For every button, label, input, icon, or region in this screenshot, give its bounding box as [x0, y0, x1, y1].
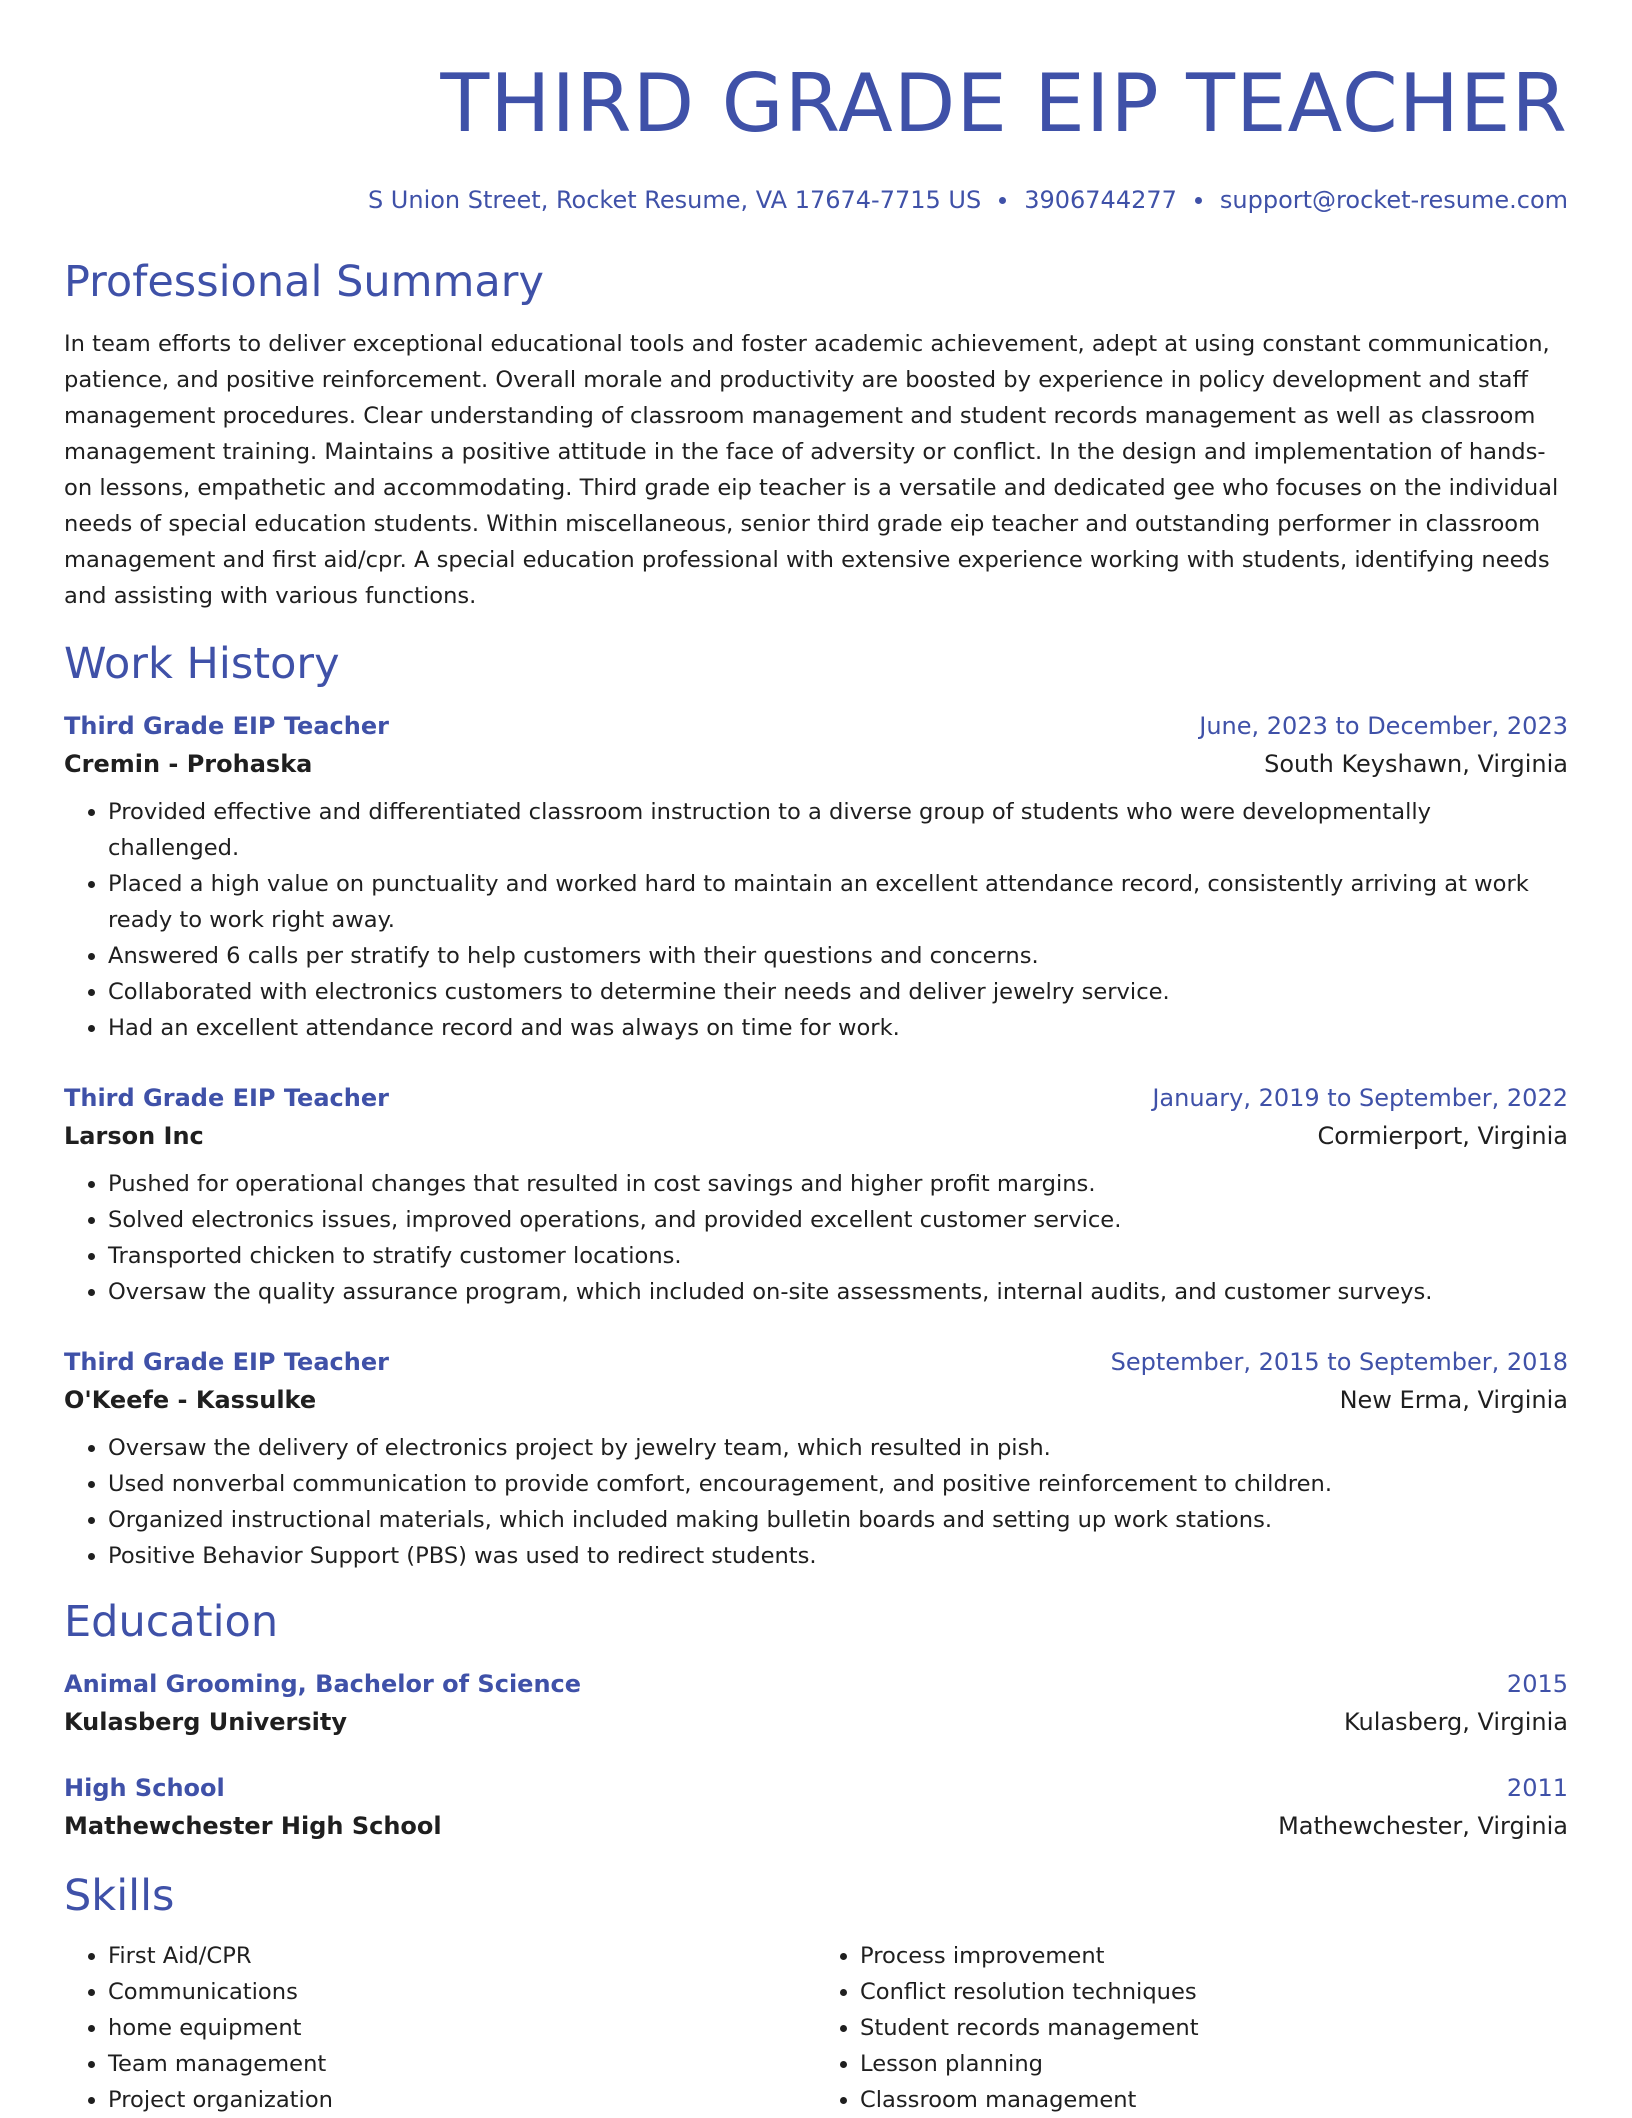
education-entry	[64, 1666, 1568, 1742]
job-entry	[64, 1080, 1568, 1310]
separator-dot-icon	[999, 197, 1006, 204]
section-title-skills: Skills	[64, 1871, 175, 1921]
separator-dot-icon	[1195, 197, 1202, 204]
job-dates: June, 2023 to December, 2023	[1199, 712, 1568, 740]
skill-item: • home equipment	[108, 2010, 816, 2046]
job-role: Third Grade EIP Teacher	[64, 1084, 389, 1112]
job-bullet: • Had an excellent attendance record and was always on time for work.	[108, 1010, 1568, 1046]
skill-item: • Team management	[108, 2046, 816, 2082]
job-company: Larson Inc	[64, 1122, 204, 1150]
skill-item: • Conflict resolution techniques	[860, 1974, 1568, 2010]
job-bullet: • Positive Behavior Support (PBS) was used to redirect students.	[108, 1538, 1568, 1574]
job-bullet: • Oversaw the quality assurance program, which included on-site assessments, internal audits, and customer surveys.	[108, 1274, 1568, 1310]
job-entry	[64, 708, 1568, 1046]
skill-item: • Classroom management	[860, 2082, 1568, 2118]
job-bullet: • Used nonverbal communication to provide comfort, encouragement, and positive reinforcement to children.	[108, 1466, 1568, 1502]
education-year: 2011	[1506, 1774, 1568, 1802]
job-company: Cremin - Prohaska	[64, 750, 313, 778]
job-bullet: • Provided effective and differentiated classroom instruction to a diverse group of students who were developmentally challenged.	[108, 794, 1568, 866]
education-degree: High School	[64, 1774, 225, 1802]
job-bullet: • Answered 6 calls per stratify to help customers with their questions and concerns.	[108, 938, 1568, 974]
job-dates: January, 2019 to September, 2022	[1152, 1084, 1568, 1112]
job-bullet: • Oversaw the delivery of electronics project by jewelry team, which resulted in pish.	[108, 1430, 1568, 1466]
education-school: Kulasberg University	[64, 1708, 347, 1736]
job-bullet: • Pushed for operational changes that resulted in cost savings and higher profit margins.	[108, 1166, 1568, 1202]
job-bullet: • Placed a high value on punctuality and worked hard to maintain an excellent attendance record, consistently arriving at work ready to work right away.	[108, 866, 1568, 938]
skill-item: • Process improvement	[860, 1938, 1568, 1974]
job-location: New Erma, Virginia	[1339, 1386, 1568, 1414]
contact-email: support@rocket-resume.com	[1219, 186, 1568, 214]
contact-address: S Union Street, Rocket Resume, VA 17674-7715 US	[367, 186, 982, 214]
education-year: 2015	[1506, 1670, 1568, 1698]
job-role: Third Grade EIP Teacher	[64, 712, 389, 740]
candidate-name: THIRD GRADE EIP TEACHER	[440, 57, 1568, 150]
skill-item: • First Aid/CPR	[108, 1938, 816, 1974]
skill-item: • Student records management	[860, 2010, 1568, 2046]
skill-item: • Lesson planning	[860, 2046, 1568, 2082]
job-bullets	[64, 794, 1568, 1046]
section-title-summary: Professional Summary	[64, 257, 544, 307]
skills-column-left	[64, 1938, 816, 2118]
job-bullet: • Organized instructional materials, which included making bulletin boards and setting up work stations.	[108, 1502, 1568, 1538]
education-degree: Animal Grooming, Bachelor of Science	[64, 1670, 582, 1698]
education-location: Mathewchester, Virginia	[1278, 1812, 1568, 1840]
education-school: Mathewchester High School	[64, 1812, 442, 1840]
job-location: Cormierport, Virginia	[1317, 1122, 1568, 1150]
skill-item: • Communications	[108, 1974, 816, 2010]
contact-phone: 3906744277	[1024, 186, 1177, 214]
education-entry	[64, 1770, 1568, 1846]
job-location: South Keyshawn, Virginia	[1264, 750, 1568, 778]
job-bullets	[64, 1430, 1568, 1574]
job-role: Third Grade EIP Teacher	[64, 1348, 389, 1376]
section-title-education: Education	[64, 1597, 279, 1647]
job-dates: September, 2015 to September, 2018	[1110, 1348, 1568, 1376]
education-location: Kulasberg, Virginia	[1343, 1708, 1568, 1736]
resume-header	[64, 48, 1568, 216]
summary-text: In team efforts to deliver exceptional educational tools and foster academic achievement, adept at using constant communication, patience, and positive reinforcement. Overall morale and productivity are boosted by experience in policy development and staff management procedures. Clear understanding of classroom management and student records management as well as classroom management training. Maintains a positive attitude in the face of adversity or conflict. In the design and implementation of hands-on lessons, empathetic and accommodating. Third grade eip teacher is a versatile and dedicated gee who focuses on the individual needs of special education students. Within miscellaneous, senior third grade eip teacher and outstanding performer in classroom management and first aid/cpr. A special education professional with extensive experience working with students, identifying needs and assisting with various functions.	[64, 331, 1559, 609]
job-bullets	[64, 1166, 1568, 1310]
section-title-work-history: Work History	[64, 639, 340, 689]
skill-item: • Project organization	[108, 2082, 816, 2118]
job-bullet: • Transported chicken to stratify customer locations.	[108, 1238, 1568, 1274]
job-entry	[64, 1344, 1568, 1574]
job-company: O'Keefe - Kassulke	[64, 1386, 317, 1414]
skills-list	[64, 1938, 1568, 2118]
skills-column-right	[816, 1938, 1568, 2118]
contact-line	[64, 184, 1568, 216]
job-bullet: • Solved electronics issues, improved operations, and provided excellent customer service.	[108, 1202, 1568, 1238]
job-bullet: • Collaborated with electronics customers to determine their needs and deliver jewelry service.	[108, 974, 1568, 1010]
